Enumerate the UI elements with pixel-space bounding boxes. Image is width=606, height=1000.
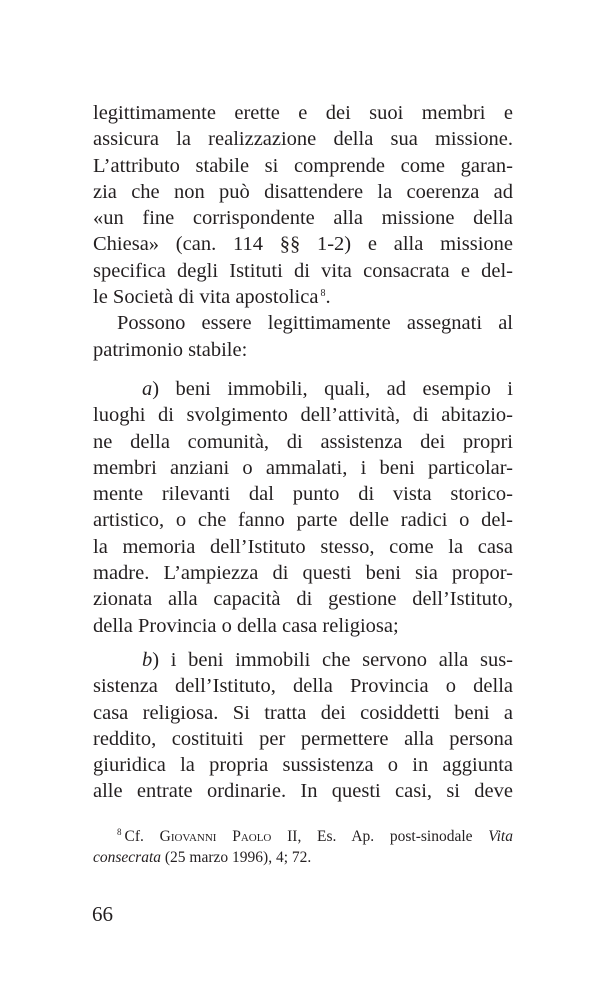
footnote-line <box>93 826 513 847</box>
work-title: consecrata <box>93 849 162 866</box>
text-line: membri anziani o ammalati, i beni particolar- <box>93 456 513 479</box>
text-line: patrimonio stabile: <box>93 338 248 361</box>
page-number: 66 <box>92 902 113 926</box>
text-line: la memoria dell’Istituto stesso, come la casa <box>93 535 513 558</box>
text-line: specifica degli Istituti di vita consacrata e del- <box>93 259 513 282</box>
list-item-b <box>93 647 513 805</box>
work-title: Vita <box>488 828 513 845</box>
paragraph-2 <box>93 310 513 363</box>
text-fragment: Cf. <box>124 828 160 845</box>
footnote-number: 8 <box>117 827 122 837</box>
text-fragment: le Società di vita apostolica <box>93 286 319 309</box>
text-line: assicura la realizzazione della sua missione. <box>93 128 513 151</box>
item-label: b <box>142 648 153 671</box>
text-line: legittimamente erette e dei suoi membri e <box>93 102 513 124</box>
item-label: a <box>142 377 153 400</box>
paragraph-1 <box>93 100 513 310</box>
text-line: casa religiosa. Si tratta dei cosiddetti beni a <box>93 701 513 724</box>
text-line: L’attributo stabile si comprende come garan- <box>93 154 513 177</box>
footnote-reference[interactable]: 8 <box>320 288 326 300</box>
text-line: madre. L’ampiezza di questi beni sia propor- <box>93 562 513 585</box>
text-fragment: . <box>325 286 331 309</box>
text-fragment: ) beni immobili, quali, ad esempio i <box>152 377 513 400</box>
text-fragment: , Es. Ap. post-sinodale <box>297 828 489 845</box>
text-line: zia che non può disattendere la coerenza ad <box>93 180 513 203</box>
footnote-line <box>93 847 513 868</box>
text-line: giuridica la propria sussistenza o in aggiunta <box>93 754 513 777</box>
body-text <box>93 100 513 805</box>
text-line: artistico, o che fanno parte delle radici o del- <box>93 509 513 532</box>
text-line: Chiesa» (can. 114 §§ 1-2) e alla missione <box>93 233 513 256</box>
text-line: ne della comunità, di assistenza dei propri <box>93 430 513 453</box>
text-line: mente rilevanti dal punto di vista storico- <box>93 483 513 506</box>
text-line: Possono essere legittimamente assegnati al <box>117 312 513 335</box>
text-line <box>93 647 513 673</box>
text-line: «un fine corrispondente alla missione della <box>93 207 513 230</box>
text-line <box>93 284 513 310</box>
text-fragment: (25 marzo 1996), 4; 72. <box>161 849 312 866</box>
footnote <box>93 826 513 868</box>
text-line <box>93 376 513 402</box>
text-line: sistenza dell’Istituto, della Provincia o della <box>93 675 513 698</box>
list-item-a <box>93 376 513 639</box>
text-line: luoghi di svolgimento dell’attività, di abitazio- <box>93 404 513 427</box>
text-fragment: ) i beni immobili che servono alla sus- <box>152 648 513 671</box>
text-line: zionata alla capacità di gestione dell’Istituto, <box>93 588 513 611</box>
text-line: della Provincia o della casa religiosa; <box>93 614 399 637</box>
author-name: Giovanni Paolo II <box>159 828 298 845</box>
text-line: alle entrate ordinarie. In questi casi, si deve <box>93 780 513 803</box>
text-line: reddito, costituiti per permettere alla persona <box>93 727 513 750</box>
